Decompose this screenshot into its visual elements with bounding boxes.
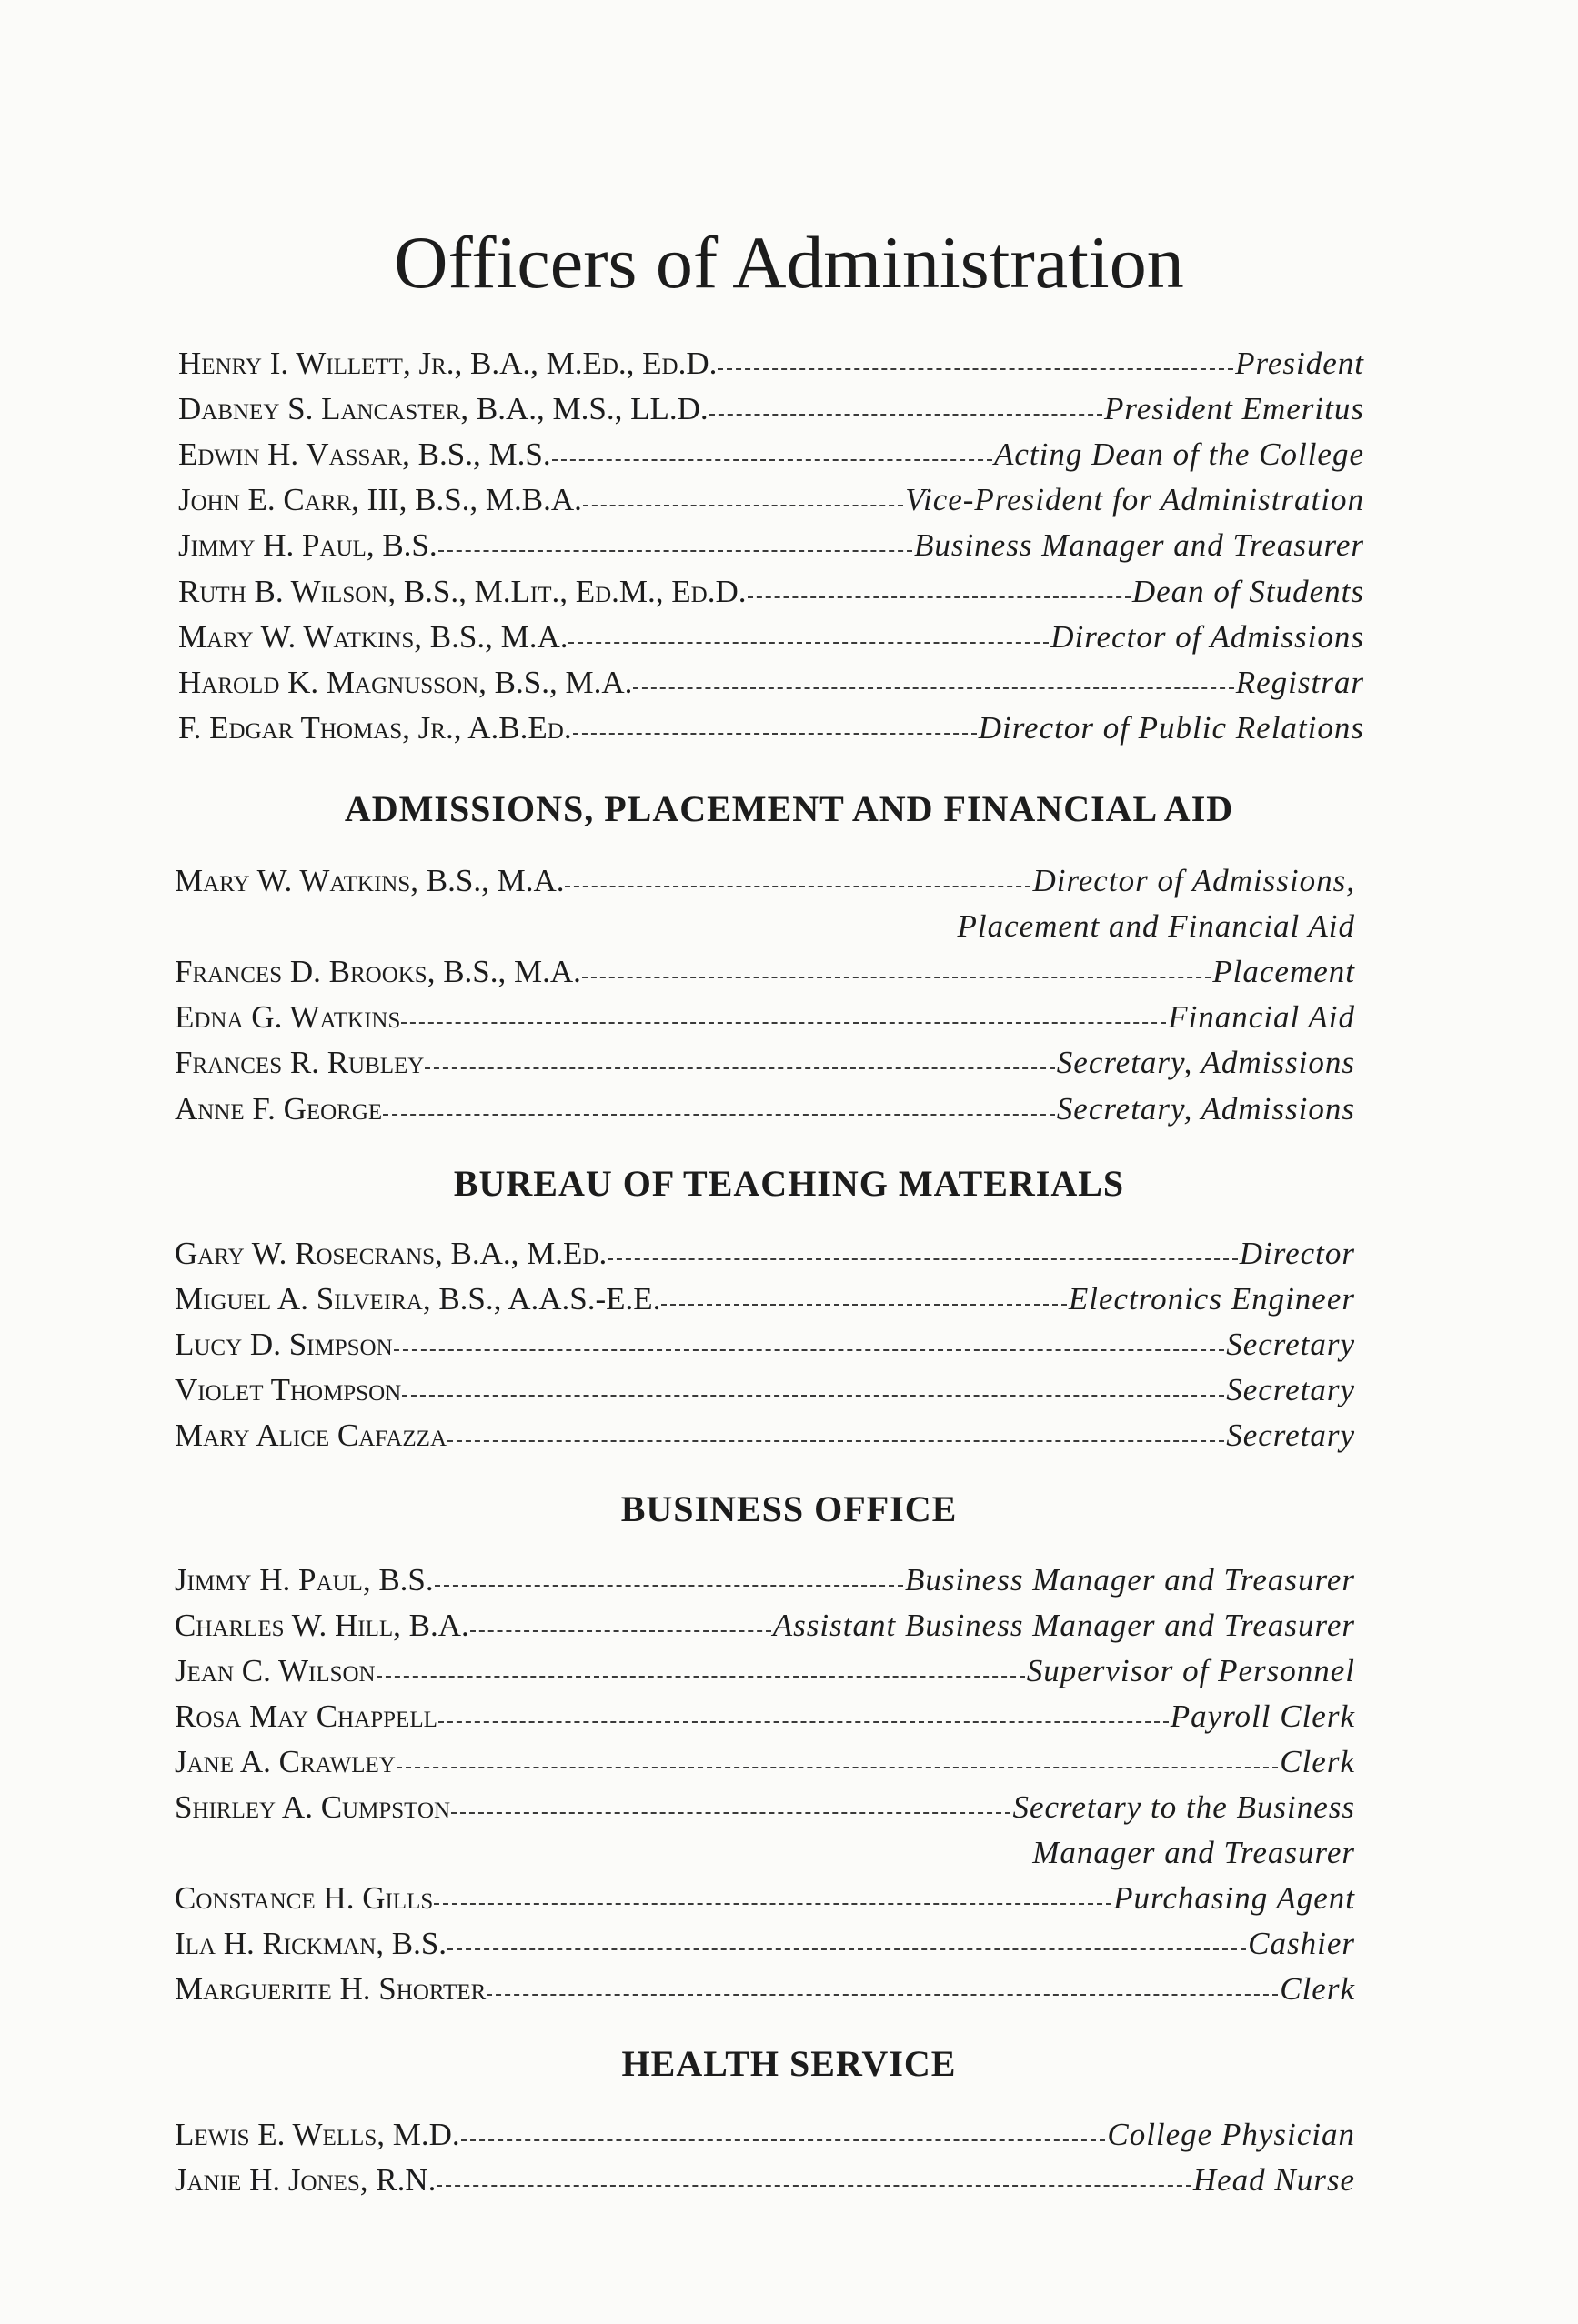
entry-name: Edna G. Watkins: [175, 999, 401, 1035]
entry-name: Frances D. Brooks, B.S., M.A.: [175, 954, 581, 989]
entry-title: Secretary, Admissions: [1056, 1091, 1355, 1127]
directory-entry: [178, 712, 1364, 744]
directory-entry: [175, 956, 1355, 987]
directory-entry: [175, 2164, 1355, 2196]
dotted-leader: [552, 459, 992, 461]
entry-title: Purchasing Agent: [1113, 1880, 1355, 1916]
entry-name: Charles W. Hill, B.A.: [175, 1608, 469, 1643]
directory-entry: [178, 393, 1364, 425]
dotted-leader: [718, 368, 1233, 370]
section-heading: HEALTH SERVICE: [621, 2043, 957, 2084]
entry-title: Payroll Clerk: [1170, 1698, 1355, 1734]
entry-name: Rosa May Chappell: [175, 1698, 437, 1734]
entry-title: President: [1235, 346, 1364, 381]
dotted-leader: [383, 1114, 1055, 1116]
directory-entry: [178, 529, 1364, 561]
entry-name: Shirley A. Cumpston: [175, 1789, 451, 1825]
entry-name: Jimmy H. Paul, B.S.: [178, 527, 437, 563]
dotted-leader: [394, 1349, 1225, 1351]
entry-title: Secretary: [1226, 1372, 1355, 1407]
directory-entry: [175, 1047, 1355, 1078]
directory-entry: [175, 2119, 1355, 2150]
entry-name: Marguerite H. Shorter: [175, 1971, 487, 2007]
entry-name: F. Edgar Thomas, Jr., A.B.Ed.: [178, 710, 572, 746]
entry-name: Ruth B. Wilson, B.S., M.Lit., Ed.M., Ed.D.: [178, 574, 747, 609]
page-title: Officers of Administration: [394, 221, 1184, 304]
dotted-leader: [608, 1258, 1238, 1260]
entry-title: President Emeritus: [1104, 391, 1364, 426]
dotted-leader: [709, 414, 1102, 416]
directory-entry: [175, 1700, 1355, 1732]
dotted-leader: [397, 1767, 1278, 1768]
dotted-leader: [661, 1304, 1066, 1306]
entry-title: Secretary to the Business: [1012, 1789, 1355, 1825]
entry-title-continuation: Manager and Treasurer: [1032, 1835, 1355, 1870]
entry-name: Gary W. Rosecrans, B.A., M.Ed.: [175, 1236, 608, 1271]
dotted-leader: [451, 1812, 1010, 1814]
entry-name: Ila H. Rickman, B.S.: [175, 1926, 447, 1961]
dotted-leader: [437, 2185, 1191, 2187]
entry-title: Director of Admissions: [1050, 619, 1364, 655]
directory-entry: [175, 1791, 1355, 1823]
entry-title: Secretary, Admissions: [1056, 1045, 1355, 1080]
entry-title: Head Nurse: [1192, 2162, 1355, 2198]
entry-title: Cashier: [1248, 1926, 1355, 1961]
directory-entry: [175, 1882, 1355, 1914]
directory-entry: [175, 1328, 1355, 1360]
directory-entry: [178, 484, 1364, 516]
entry-name: Miguel A. Silveira, B.S., A.A.S.-E.E.: [175, 1281, 661, 1317]
entry-title: Registrar: [1235, 665, 1364, 700]
dotted-leader: [402, 1395, 1224, 1397]
directory-entry: [175, 1564, 1355, 1596]
directory-entry: [178, 576, 1364, 607]
entry-title-continuation: Placement and Financial Aid: [957, 908, 1355, 944]
dotted-leader: [633, 687, 1233, 689]
dotted-leader: [565, 886, 1030, 887]
section-heading: BUREAU OF TEACHING MATERIALS: [453, 1163, 1125, 1204]
directory-entry: [175, 1928, 1355, 1959]
entry-name: Jean C. Wilson: [175, 1653, 376, 1688]
dotted-leader: [461, 2139, 1106, 2141]
entry-name: Anne F. George: [175, 1091, 383, 1127]
entry-title: Acting Dean of the College: [993, 436, 1364, 472]
dotted-leader: [582, 977, 1211, 978]
dotted-leader: [377, 1676, 1025, 1678]
entry-title: Clerk: [1280, 1971, 1355, 2007]
entry-title: Placement: [1212, 954, 1355, 989]
dotted-leader: [470, 1630, 771, 1632]
entry-title: Electronics Engineer: [1068, 1281, 1355, 1317]
entry-name: Frances R. Rubley: [175, 1045, 425, 1080]
dotted-leader: [748, 596, 1131, 598]
entry-title: Supervisor of Personnel: [1026, 1653, 1355, 1688]
entry-name: Lewis E. Wells, M.D.: [175, 2117, 460, 2152]
dotted-leader: [401, 1022, 1166, 1024]
dotted-leader: [447, 1948, 1246, 1950]
dotted-leader: [487, 1994, 1278, 1996]
entry-title: Secretary: [1226, 1417, 1355, 1453]
entry-name: John E. Carr, III, B.S., M.B.A.: [178, 482, 582, 517]
entry-name: Lucy D. Simpson: [175, 1327, 393, 1362]
dotted-leader: [573, 733, 977, 735]
entry-name: Janie H. Jones, R.N.: [175, 2162, 437, 2198]
dotted-leader: [435, 1585, 903, 1587]
directory-entry: [178, 347, 1364, 379]
entry-title: Financial Aid: [1168, 999, 1355, 1035]
entry-name: Dabney S. Lancaster, B.A., M.S., LL.D.: [178, 391, 709, 426]
entry-title: College Physician: [1107, 2117, 1355, 2152]
directory-entry: [175, 1374, 1355, 1406]
directory-entry: [175, 865, 1355, 897]
entry-name: Mary Alice Cafazza: [175, 1417, 447, 1453]
directory-entry: [175, 1609, 1355, 1641]
entry-name: Harold K. Magnusson, B.S., M.A.: [178, 665, 633, 700]
directory-entry: [175, 1237, 1355, 1269]
directory-entry: [178, 666, 1364, 698]
directory-entry: [175, 1001, 1355, 1033]
section-heading: BUSINESS OFFICE: [620, 1488, 958, 1529]
entry-name: Violet Thompson: [175, 1372, 402, 1407]
dotted-leader: [434, 1903, 1111, 1905]
entry-title: Clerk: [1280, 1744, 1355, 1779]
entry-title: Assistant Business Manager and Treasurer: [772, 1608, 1355, 1643]
entry-title: Business Manager and Treasurer: [913, 527, 1364, 563]
entry-title: Director: [1239, 1236, 1355, 1271]
dotted-leader: [447, 1440, 1224, 1442]
entry-name: Henry I. Willett, Jr., B.A., M.Ed., Ed.D.: [178, 346, 718, 381]
entry-name: Jane A. Crawley: [175, 1744, 396, 1779]
directory-entry: [178, 438, 1364, 470]
entry-title: Vice-President for Administration: [905, 482, 1364, 517]
entry-title: Director of Admissions,: [1032, 863, 1355, 898]
entry-name: Mary W. Watkins, B.S., M.A.: [175, 863, 565, 898]
entry-name: Jimmy H. Paul, B.S.: [175, 1562, 434, 1598]
directory-entry: [175, 1419, 1355, 1451]
entry-name: Mary W. Watkins, B.S., M.A.: [178, 619, 568, 655]
dotted-leader: [568, 642, 1049, 644]
dotted-leader: [438, 1721, 1169, 1723]
entry-name: Constance H. Gills: [175, 1880, 434, 1916]
entry-title: Business Manager and Treasurer: [904, 1562, 1355, 1598]
entry-title: Dean of Students: [1131, 574, 1364, 609]
dotted-leader: [425, 1067, 1054, 1069]
directory-entry: [175, 1973, 1355, 2005]
directory-entry: [175, 1093, 1355, 1125]
directory-entry: [175, 1655, 1355, 1687]
directory-entry: [175, 1746, 1355, 1778]
section-heading: ADMISSIONS, PLACEMENT AND FINANCIAL AID: [344, 788, 1234, 829]
dotted-leader: [583, 505, 903, 506]
directory-entry: [178, 621, 1364, 653]
entry-title: Secretary: [1226, 1327, 1355, 1362]
directory-entry: [175, 1283, 1355, 1315]
entry-name: Edwin H. Vassar, B.S., M.S.: [178, 436, 551, 472]
dotted-leader: [438, 550, 912, 552]
entry-title: Director of Public Relations: [978, 710, 1364, 746]
